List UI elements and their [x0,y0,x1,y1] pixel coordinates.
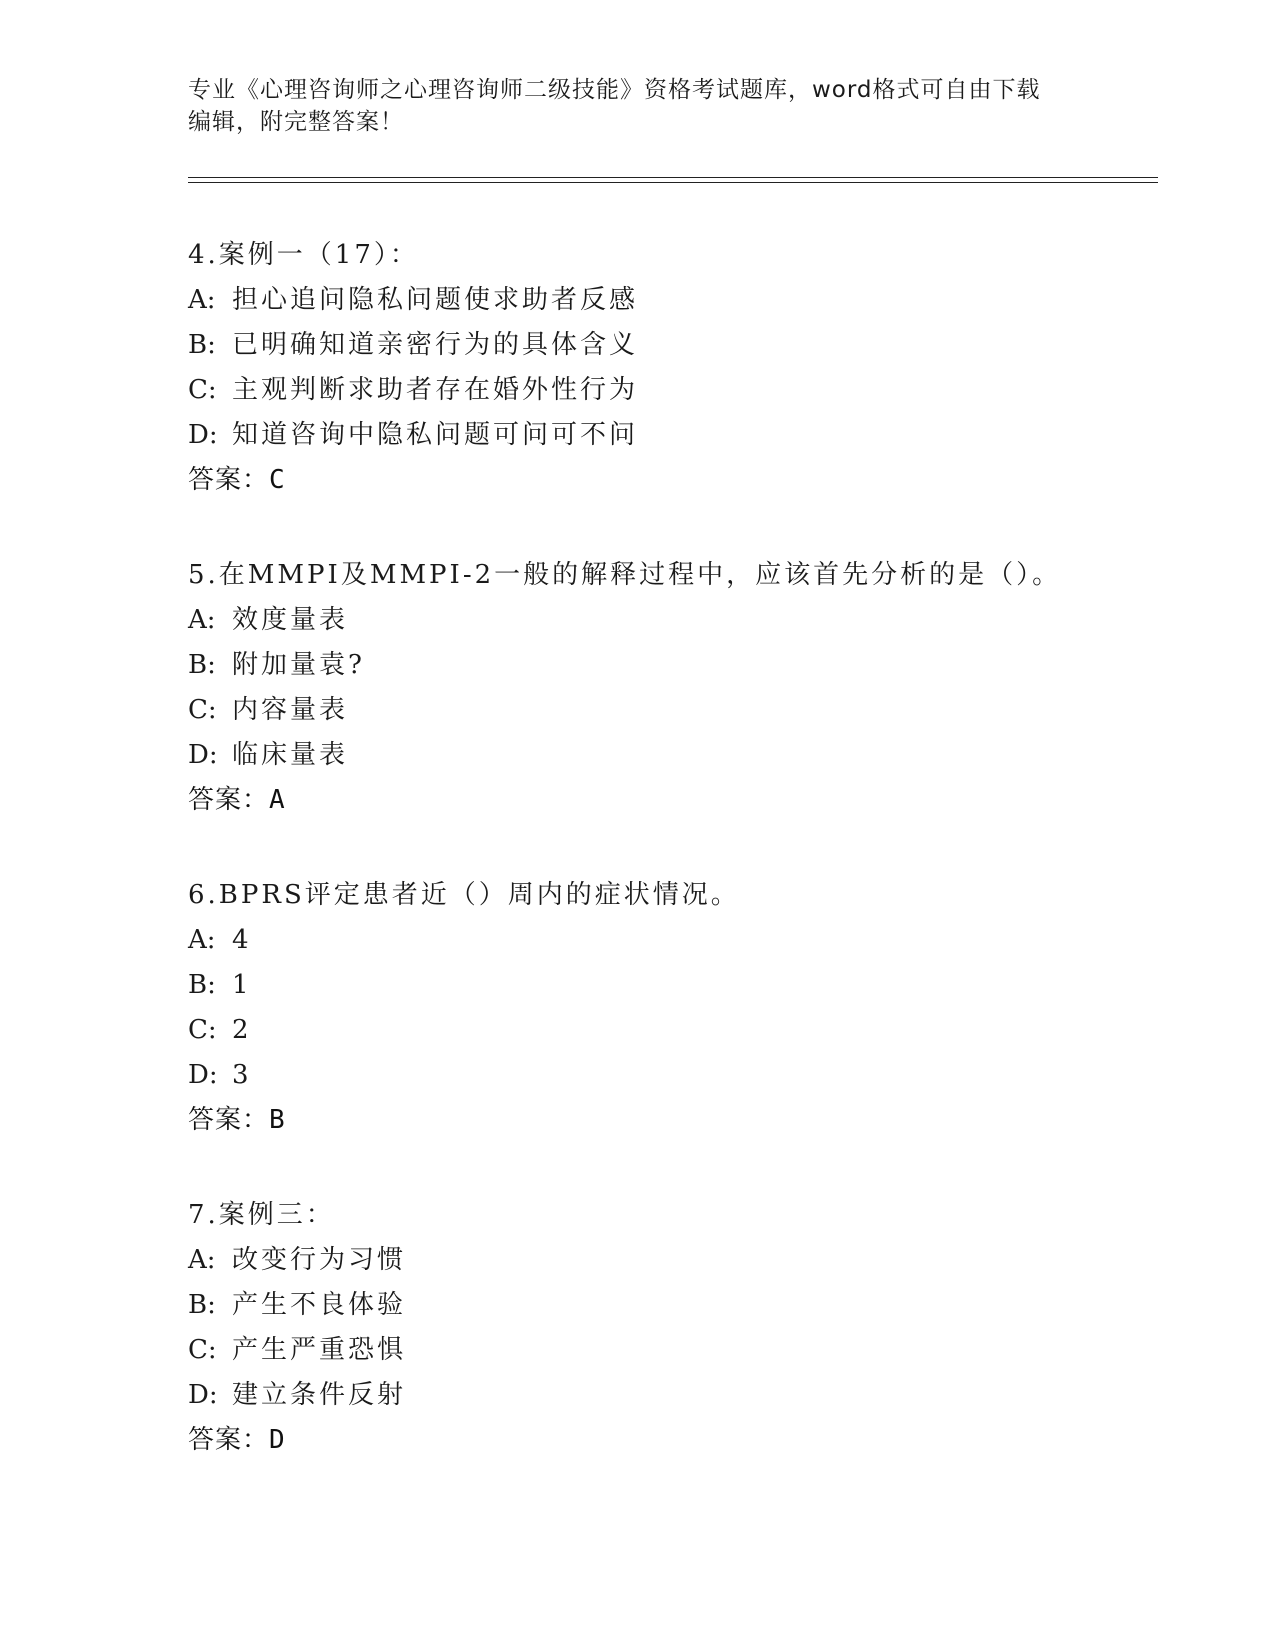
option-text: 附加量袁? [232,650,365,680]
option-c [188,1328,1138,1373]
option-letter: C: [188,1335,217,1365]
option-b [188,1283,1138,1328]
header-line-1: 专业《心理咨询师之心理咨询师二级技能》资格考试题库，word格式可自由下载 [188,77,1041,103]
answer-label: 答案： [188,1425,270,1455]
question-stem: 5.在MMPI及MMPI-2一般的解释过程中，应该首先分析的是（）。 [188,560,1062,590]
option-text: 主观判断求助者存在婚外性行为 [232,375,639,405]
option-letter: A: [188,605,216,635]
option-d [188,413,1138,458]
option-letter: A: [188,925,216,955]
option-b [188,963,1138,1008]
option-text: 效度量表 [232,605,349,635]
option-letter: D: [188,1060,218,1090]
option-d [188,1053,1138,1098]
option-c [188,688,1138,733]
option-text: 内容量表 [232,695,349,725]
option-text: 产生不良体验 [232,1290,407,1320]
option-letter: C: [188,375,217,405]
question-block [188,233,1138,503]
option-b [188,643,1138,688]
option-letter: D: [188,420,218,450]
option-text: 产生严重恐惧 [232,1335,407,1365]
option-d [188,1373,1138,1418]
question-block [188,553,1138,823]
question-stem: 6.BPRS评定患者近（）周内的症状情况。 [188,880,740,910]
answer-value: D [269,1425,285,1455]
question-stem: 4.案例一（17）： [188,240,419,270]
option-a [188,278,1138,323]
option-text: 建立条件反射 [232,1380,407,1410]
header-line-2: 编辑，附完整答案！ [188,109,404,135]
option-letter: A: [188,285,216,315]
option-b [188,323,1138,368]
option-text: 2 [232,1015,252,1045]
option-text: 4 [232,925,252,955]
option-letter: D: [188,1380,218,1410]
answer-value: B [269,1105,285,1135]
option-c [188,368,1138,413]
question-block [188,1193,1138,1463]
answer-line [188,1418,1138,1463]
option-letter: C: [188,1015,217,1045]
header-divider-top [188,177,1158,178]
option-text: 已明确知道亲密行为的具体含义 [232,330,639,360]
answer-line [188,1098,1138,1143]
option-c [188,1008,1138,1053]
option-text: 1 [232,970,252,1000]
option-letter: B: [188,330,216,360]
answer-label: 答案： [188,785,270,815]
option-text: 担心追问隐私问题使求助者反感 [232,285,639,315]
header-divider-bottom [188,182,1158,183]
option-letter: A: [188,1245,216,1275]
answer-value: C [269,465,285,495]
document-header [188,74,1068,138]
answer-line [188,458,1138,503]
answer-label: 答案： [188,1105,270,1135]
option-d [188,733,1138,778]
option-text: 知道咨询中隐私问题可问可不问 [232,420,639,450]
answer-line [188,778,1138,823]
option-a [188,598,1138,643]
question-stem: 7.案例三： [188,1200,335,1230]
option-letter: B: [188,650,216,680]
option-letter: B: [188,970,216,1000]
answer-label: 答案： [188,465,270,495]
option-a [188,1238,1138,1283]
answer-value: A [269,785,285,815]
question-block [188,873,1138,1143]
option-text: 临床量表 [232,740,349,770]
option-letter: D: [188,740,218,770]
option-text: 3 [232,1060,252,1090]
option-letter: C: [188,695,217,725]
option-a [188,918,1138,963]
option-text: 改变行为习惯 [232,1245,407,1275]
option-letter: B: [188,1290,216,1320]
